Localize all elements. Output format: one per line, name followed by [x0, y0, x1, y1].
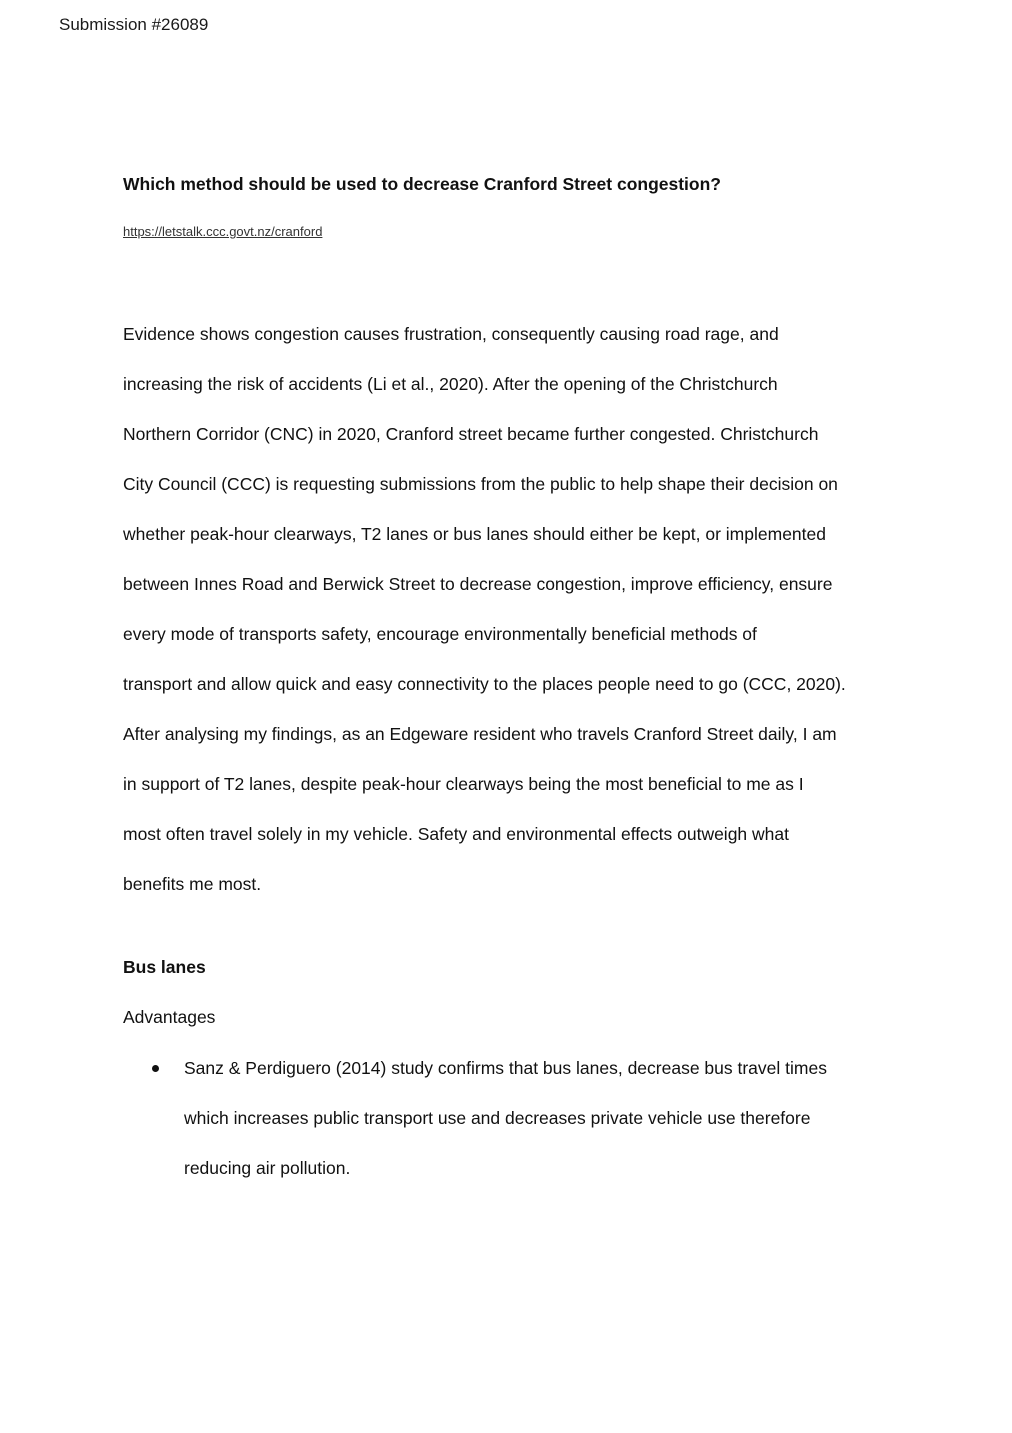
paragraph-line: After analysing my findings, as an Edgeware resident who travels Cranford Street daily, I am	[123, 724, 837, 744]
paragraph-line: between Innes Road and Berwick Street to decrease congestion, improve efficiency, ensure	[123, 574, 833, 594]
submission-label: Submission #26089	[59, 15, 209, 34]
bullet-icon	[152, 1065, 159, 1072]
document-title: Which method should be used to decrease Cranford Street congestion?	[123, 174, 721, 194]
paragraph-line: every mode of transports safety, encourage environmentally beneficial methods of	[123, 624, 757, 644]
bullet-line: reducing air pollution.	[184, 1158, 351, 1178]
paragraph-line: whether peak-hour clearways, T2 lanes or bus lanes should either be kept, or implemented	[123, 524, 826, 544]
paragraph-line: transport and allow quick and easy connectivity to the places people need to go (CCC, 2020).	[123, 674, 846, 694]
intro-paragraph	[123, 309, 903, 909]
paragraph-line: most often travel solely in my vehicle. Safety and environmental effects outweigh what	[123, 824, 789, 844]
bullet-line: which increases public transport use and decreases private vehicle use therefore	[184, 1108, 811, 1128]
bullet-text	[184, 1043, 827, 1193]
paragraph-line: increasing the risk of accidents (Li et al., 2020). After the opening of the Christchurch	[123, 374, 778, 394]
paragraph-line: Evidence shows congestion causes frustration, consequently causing road rage, and	[123, 324, 779, 344]
paragraph-line: in support of T2 lanes, despite peak-hour clearways being the most beneficial to me as I	[123, 774, 804, 794]
paragraph-line: benefits me most.	[123, 874, 262, 894]
paragraph-line: Northern Corridor (CNC) in 2020, Cranford street became further congested. Christchurch	[123, 424, 819, 444]
source-link[interactable]: https://letstalk.ccc.govt.nz/cranford	[123, 224, 323, 239]
paragraph-line: City Council (CCC) is requesting submissions from the public to help shape their decision on	[123, 474, 838, 494]
section-heading: Bus lanes	[123, 957, 206, 977]
section-subheading: Advantages	[123, 1007, 216, 1027]
bullet-line: Sanz & Perdiguero (2014) study confirms that bus lanes, decrease bus travel times	[184, 1058, 827, 1078]
